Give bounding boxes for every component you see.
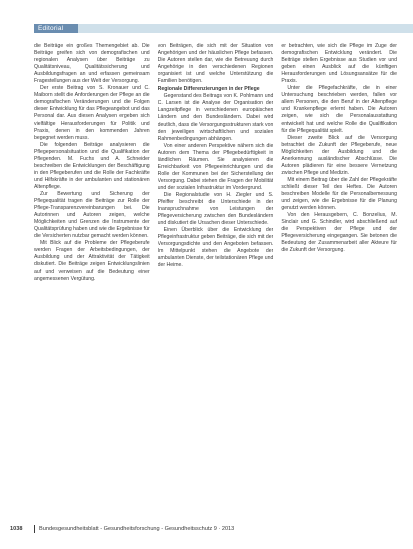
paragraph: Mit Blick auf die Probleme der Pflegeberufe werden Fragen der Arbeitsbedingungen, der Ausbildung und der Attraktivität der Tätigkeit diskutiert. Die Beiträge zeigen Entwicklungslinien auf und verweisen auf die Bedeutung einer angemessenen Vergütung. <box>34 240 150 282</box>
header-stripe <box>34 24 413 33</box>
paragraph: Der erste Beitrag von S. Kronauer und C. Maiborn stellt die Anforderungen der Pflege an die demografischen Veränderungen und die Folgen dieser Entwicklung für das Pflegeangebot und das Personal dar. Aus diesen Analysen ergeben sich vielfältige Herausforderungen für Politik und Praxis, denen in den kommenden Jahren begegnet werden muss. <box>34 85 150 141</box>
article-body <box>34 43 397 523</box>
paragraph: er betrachten, wie sich die Pflege im Zuge der demografischen Entwicklung verändert. Die Beiträge stellen Ergebnisse aus Studien vor und geben einen Ausblick auf die künftigen Herausforderungen und Lösungsansätze für die Praxis. <box>281 43 398 85</box>
paragraph: Dieser zweite Blick auf die Versorgung betrachtet die Zukunft der Pflegeberufe, neue Möglichkeiten der Ausbildung und die Anerkennung ausländischer Abschlüsse. Die Autoren plädieren für eine bessere Vernetzung zwischen Pflege und Medizin. <box>281 134 398 176</box>
page-footer <box>10 523 405 535</box>
paragraph: Unter die Pflegefachkräfte, die in einer Untersuchung beschrieben werden, fallen vor allem Personen, die den Beruf in der Altenpflege und Krankenpflege erlernt haben. Die Autoren zeigen, wie sich die Personalausstattung entwickelt hat und welche Rolle die Qualifikation für die Pflegequalität spielt. <box>281 85 398 134</box>
paragraph: Mit einem Beitrag über die Zahl der Pflegekräfte schließt dieser Teil des Heftes. Die Autoren beschreiben Modelle für die Personalbemessung und zeigen, wie die Ergebnisse für die Planung genutzt werden können. <box>281 176 398 212</box>
header-band <box>0 0 413 34</box>
journal-citation: Bundesgesundheitsblatt - Gesundheitsforschung - Gesundheitsschutz 9 · 2013 <box>39 526 235 532</box>
paragraph: Zur Bewertung und Sicherung der Pflegequalität tragen die Beiträge zur Rolle der Pflege-Transparenzvereinbarungen bei. Die Autorinnen und Autoren zeigen, welche Möglichkeiten und Grenzen die Instrumente der Qualitätsprüfung haben und wie die Ergebnisse für die Versicherten nutzbar gemacht werden können. <box>34 190 150 240</box>
text-column-3 <box>281 43 397 523</box>
paragraph: die Beiträge ein großes Themengebiet ab. Die Beiträge greifen sich von demografischen und regionalen Analysen über Beiträge zu Qualitätsniveau, Qualitätssicherung und Ausbildungsfragen an und erfassen gemeinsam Fragestellungen aus der Welt der Versorgung. <box>34 43 150 85</box>
section-heading: Regionale Differenzierungen in der Pflege <box>157 86 260 93</box>
footer-separator <box>34 525 35 533</box>
text-column-1 <box>34 43 150 523</box>
section-tag: Editorial <box>34 24 78 33</box>
paragraph: Gegenstand des Beitrags von K. Pohlmann und C. Larsen ist die Analyse der Organisation der Langzeitpflege in verschiedenen europäischen Ländern und den Bundesländern. Dabei wird deutlich, dass die Versorgungsstrukturen stark von den jeweiligen wirtschaftlichen und sozialen Rahmenbedingungen abhängen. <box>157 93 274 142</box>
text-column-2 <box>158 43 274 523</box>
paragraph: Einen Überblick über die Entwicklung der Pflegeinfrastruktur geben Beiträge, die sich mit der Versorgungsdichte und den Angeboten befassen. Im Mittelpunkt stehen die Angebote der ambulanten Dienste, der teilstationären Pflege und der Heime. <box>157 227 274 269</box>
paragraph: von Beiträgen, die sich mit der Situation von Angehörigen und der häuslichen Pflege befassen. Die Autoren stellen dar, wie die Betreuung durch Angehörige in den verschiedenen Regionen organisiert ist und welche Unterstützung die Familien benötigen. <box>157 43 274 85</box>
paragraph: Von einer anderen Perspektive nähern sich die Autoren dem Thema der Pflegebedürftigkeit in ländlichen Räumen. Sie analysieren die Erreichbarkeit von Pflegeeinrichtungen und die Rolle der Kommunen bei der Sicherstellung der Versorgung. Dabei stehen die Fragen der Mobilität und der sozialen Infrastruktur im Vordergrund. <box>157 142 274 191</box>
paragraph: Die Regionalstudie von H. Ziegler und S. Pfeiffer beschreibt die Unterschiede in der Inanspruchnahme von Leistungen der Pflegeversicherung zwischen den Bundesländern und diskutiert die Ursachen dieser Unterschiede. <box>157 191 274 227</box>
paragraph: Von den Herausgebern, C. Bonzelius, M. Sinclair und G. Schindler, wird abschließend auf die Perspektiven der Pflege und der Pflegeversicherung eingegangen. Sie betonen die Bedeutung der Zusammenarbeit aller Akteure für die Zukunft der Versorgung. <box>281 212 398 254</box>
paragraph: Die folgenden Beiträge analysieren die Pflegepersonalsituation und die Qualifikation der Pflegenden. M. Fuchs und A. Schneider beschreiben die Entwicklungen der Beschäftigung in den Pflegeberufen und die Rolle der Fachkräfte und Hilfskräfte in der ambulanten und stationären Altenpflege. <box>34 141 150 190</box>
page-number: 1038 <box>10 526 23 532</box>
